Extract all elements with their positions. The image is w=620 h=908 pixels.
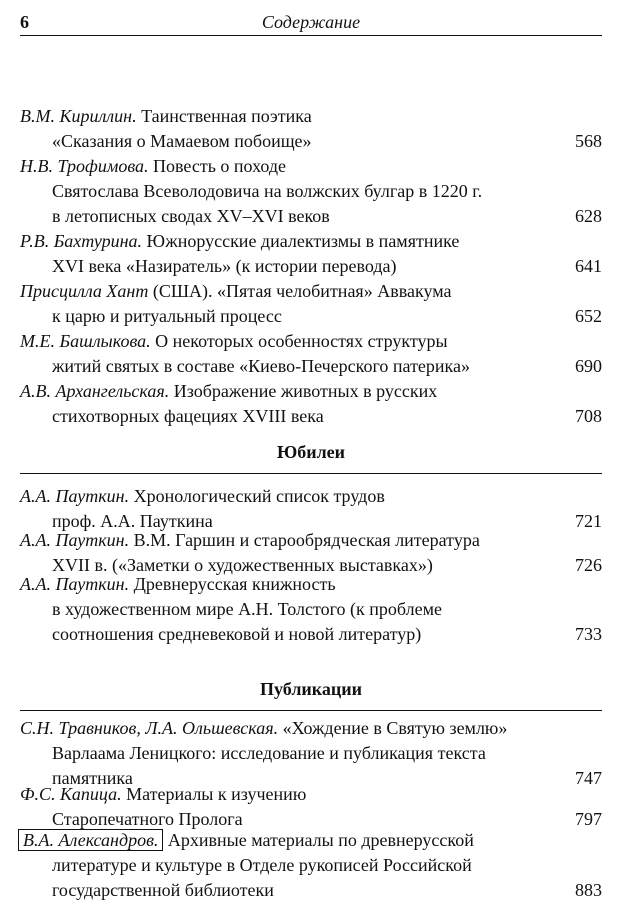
- entry-title-line: стихотворных фацециях XVIII века: [52, 406, 324, 426]
- entry-title-line: Старопечатного Пролога: [52, 809, 243, 829]
- entry-title-line: проф. А.А. Пауткина: [52, 511, 213, 531]
- running-title: Содержание: [261, 12, 361, 32]
- toc-entry: [20, 329, 602, 379]
- section-heading-jubilee: Юбилеи: [276, 442, 346, 462]
- toc-entry: [20, 716, 602, 791]
- entry-title-line: Хронологический список трудов: [133, 486, 385, 506]
- toc-entry: [20, 782, 602, 832]
- entry-page-number: 797: [575, 809, 602, 829]
- entry-title-line: литературе и культуре в Отделе рукописей Российской: [52, 855, 472, 875]
- entry-page-number: 641: [575, 256, 602, 276]
- toc-entry: [20, 279, 602, 329]
- entry-title-line: в художественном мире А.Н. Толстого (к проблеме: [52, 599, 442, 619]
- toc-entry: [20, 528, 602, 578]
- entry-title-line: Святослава Всеволодовича на волжских булгар в 1220 г.: [52, 181, 483, 201]
- entry-title-line: житий святых в составе «Киево-Печерского патерика»: [52, 356, 471, 376]
- header-rule: [20, 35, 602, 36]
- entry-title-line: О некоторых особенностях структуры: [155, 331, 448, 351]
- page-number: 6: [20, 12, 29, 32]
- toc-entry: [20, 154, 602, 229]
- entry-title-line: государственной библиотеки: [52, 880, 274, 900]
- toc-entry: [20, 379, 602, 429]
- toc-entry: [20, 828, 602, 903]
- entry-author: С.Н. Травников, Л.А. Ольшевская.: [20, 718, 279, 738]
- entry-page-number: 652: [575, 306, 602, 326]
- entry-page-number: 721: [575, 511, 602, 531]
- entry-title-line: (США). «Пятая челобитная» Аввакума: [152, 281, 452, 301]
- entry-page-number: 690: [575, 356, 602, 376]
- section-heading-publications: Публикации: [260, 679, 362, 699]
- entry-page-number: 568: [575, 131, 602, 151]
- toc-entry: [20, 572, 602, 647]
- entry-title-line: XVI века «Назиратель» (к истории перевода): [52, 256, 397, 276]
- entry-author: А.А. Пауткин.: [20, 574, 130, 594]
- entry-title-line: Южнорусские диалектизмы в памятнике: [146, 231, 460, 251]
- entry-title-line: Таинственная поэтика: [141, 106, 312, 126]
- entry-title-line: в летописных сводах XV–XVI веков: [52, 206, 330, 226]
- toc-entry: [20, 229, 602, 279]
- entry-title-line: соотношения средневековой и новой литератур): [52, 624, 422, 644]
- entry-page-number: 883: [575, 880, 602, 900]
- entry-title-line: XVII в. («Заметки о художественных выставках»): [52, 555, 433, 575]
- entry-title-line: памятника: [52, 768, 133, 788]
- entry-page-number: 733: [575, 624, 602, 644]
- entry-author: М.Е. Башлыкова.: [20, 331, 151, 351]
- entry-title-line: Изображение животных в русских: [173, 381, 438, 401]
- section-rule: [20, 473, 602, 474]
- entry-title-line: Материалы к изучению: [126, 784, 307, 804]
- toc-entry: [20, 484, 602, 534]
- entry-title-line: Архивные материалы по древнерусской: [167, 830, 474, 850]
- entry-title-line: Древнерусская книжность: [133, 574, 336, 594]
- section-rule: [20, 710, 602, 711]
- entry-title-line: Варлаама Леницкого: исследование и публикация текста: [52, 743, 486, 763]
- entry-title-line: Повесть о походе: [153, 156, 287, 176]
- entry-page-number: 708: [575, 406, 602, 426]
- entry-page-number: 747: [575, 768, 602, 788]
- entry-author: В.М. Кириллин.: [20, 106, 137, 126]
- entry-author-highlighted: В.А. Александров.: [18, 829, 163, 851]
- entry-author: Присцилла Хант: [20, 281, 149, 301]
- entry-author: А.А. Пауткин.: [20, 530, 130, 550]
- running-head: [20, 8, 602, 36]
- entry-author: А.В. Архангельская.: [20, 381, 170, 401]
- entry-author: А.А. Пауткин.: [20, 486, 130, 506]
- entry-author: Ф.С. Капица.: [20, 784, 122, 804]
- entry-title-line: «Сказания о Мамаевом побоище»: [52, 131, 312, 151]
- entry-author: Н.В. Трофимова.: [20, 156, 149, 176]
- entry-title-line: «Хождение в Святую землю»: [282, 718, 508, 738]
- entry-page-number: 628: [575, 206, 602, 226]
- entry-title-line: к царю и ритуальный процесс: [52, 306, 282, 326]
- entry-page-number: 726: [575, 555, 602, 575]
- entry-author: Р.В. Бахтурина.: [20, 231, 143, 251]
- entry-title-line: В.М. Гаршин и старообрядческая литература: [133, 530, 480, 550]
- toc-entry: [20, 104, 602, 154]
